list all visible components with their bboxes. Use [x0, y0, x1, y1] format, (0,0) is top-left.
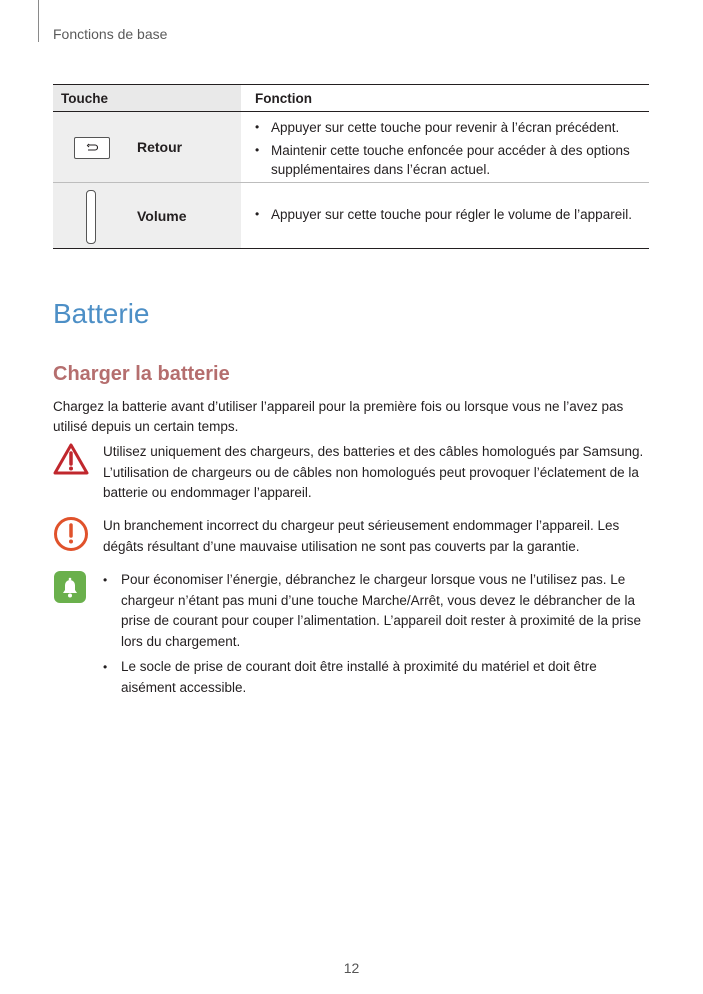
- keys-table: [53, 84, 649, 249]
- caution-note: [53, 516, 653, 557]
- header-rule: [38, 0, 39, 42]
- key-cell: [53, 183, 241, 248]
- page-header-title: Fonctions de base: [53, 26, 168, 42]
- table-row: [53, 183, 649, 248]
- key-name-volume: Volume: [137, 207, 187, 224]
- intro-paragraph: Chargez la batterie avant d’utiliser l’appareil pour la première fois ou lorsque vous ne l’avez pas utilisé depuis un certain temps.: [53, 399, 624, 434]
- info-bell-icon: [53, 570, 103, 703]
- back-key-icon: [74, 137, 110, 159]
- function-cell: [241, 112, 649, 182]
- subsection-title: Charger la batterie: [53, 363, 230, 385]
- table-row: [53, 112, 649, 183]
- key-cell: [53, 112, 241, 182]
- list-item: • Appuyer sur cette touche pour revenir à l’écran précédent.: [255, 120, 620, 135]
- caution-icon: [53, 516, 103, 557]
- page-number: 12: [343, 960, 360, 976]
- key-name-retour: Retour: [137, 139, 183, 155]
- info-text: [103, 570, 653, 703]
- warning-icon: [53, 442, 103, 504]
- warning-note: [53, 442, 653, 504]
- volume-key-icon: [86, 190, 96, 244]
- list-item: • Maintenir cette touche enfoncée pour accéder à des options supplémentaires dans l’écran actuel.: [255, 143, 630, 177]
- function-cell: [241, 183, 649, 248]
- warning-text: Utilisez uniquement des chargeurs, des batteries et des câbles homologués par Samsung. L’utilisation de chargeurs ou de câbles non homologués peut provoquer l’éclatement de la batterie ou endommager l’appareil.: [103, 444, 644, 500]
- col-fonction-header: Fonction: [241, 85, 649, 111]
- table-header: [53, 85, 649, 112]
- list-item: • Pour économiser l’énergie, débranchez le chargeur lorsque vous ne l’utilisez pas. Le chargeur n’étant pas muni d’une touche Marche/Arrêt, vous devez le débrancher de la prise de courant pour couper l’alimentation. L’appareil doit rester à proximité de la prise lors du chargement.: [103, 572, 642, 649]
- info-note: [53, 570, 653, 703]
- caution-text: Un branchement incorrect du chargeur peut sérieusement endommager l’appareil. Les dégâts résultant d’une mauvaise utilisation ne sont pas couverts par la garantie.: [103, 518, 620, 554]
- section-title: Batterie: [53, 298, 150, 329]
- col-touche-header: Touche: [61, 91, 108, 106]
- list-item: • Appuyer sur cette touche pour régler le volume de l’appareil.: [255, 207, 632, 222]
- list-item: • Le socle de prise de courant doit être installé à proximité du matériel et doit être aisément accessible.: [103, 659, 597, 695]
